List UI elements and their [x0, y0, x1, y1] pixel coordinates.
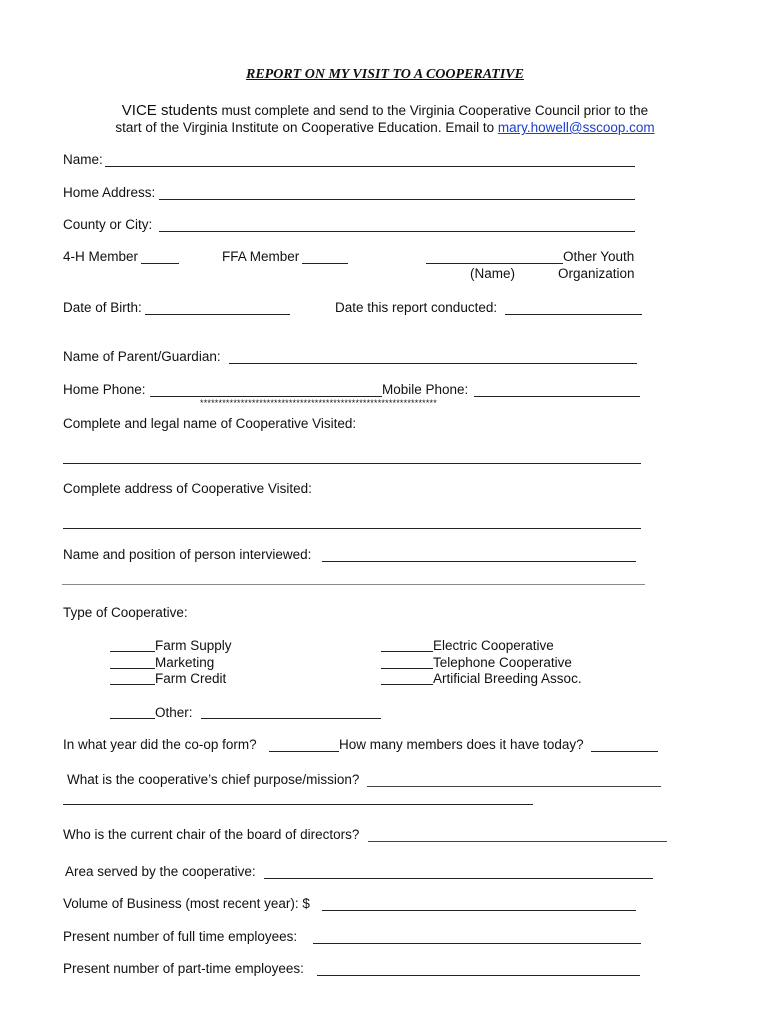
other-blank[interactable]: [110, 718, 155, 719]
interviewed-field-2[interactable]: [62, 584, 645, 585]
fourh-field[interactable]: [141, 263, 179, 264]
volume-label: Volume of Business (most recent year): $: [63, 896, 310, 911]
home-phone-label: Home Phone:: [63, 382, 146, 397]
chair-label: Who is the current chair of the board of directors?: [63, 827, 360, 842]
coop-name-field[interactable]: [63, 463, 641, 464]
purpose-field-2[interactable]: [63, 804, 533, 805]
mobile-phone-field[interactable]: [474, 396, 640, 397]
marketing-blank[interactable]: [110, 668, 155, 669]
electric-blank[interactable]: [381, 651, 433, 652]
year-formed-field[interactable]: [269, 751, 339, 752]
chair-field[interactable]: [368, 841, 667, 842]
home-address-label: Home Address:: [63, 185, 156, 200]
parent-label: Name of Parent/Guardian:: [63, 349, 221, 364]
county-city-field[interactable]: [159, 231, 635, 232]
coop-address-field[interactable]: [63, 528, 641, 529]
interviewed-label: Name and position of person interviewed:: [63, 547, 312, 562]
full-time-label: Present number of full time employees:: [63, 929, 298, 944]
other-youth-field[interactable]: [426, 263, 563, 264]
interviewed-field[interactable]: [322, 561, 636, 562]
full-time-field[interactable]: [313, 943, 641, 944]
other-youth-label: Other Youth: [563, 249, 635, 264]
purpose-label: What is the cooperative’s chief purpose/mission?: [67, 772, 360, 787]
intro-line-1: [0, 102, 770, 119]
part-time-field[interactable]: [317, 975, 640, 976]
mobile-phone-label: Mobile Phone:: [382, 382, 469, 397]
other-field[interactable]: [201, 718, 381, 719]
home-phone-field[interactable]: [150, 396, 382, 397]
area-field[interactable]: [264, 878, 653, 879]
other-label: Other:: [155, 705, 193, 720]
area-label: Area served by the cooperative:: [65, 864, 256, 879]
name-hint: (Name): [470, 266, 516, 281]
electric-label: Electric Cooperative: [433, 638, 554, 653]
intro-text-1: must complete and send to the Virginia Cooperative Council prior to the: [217, 103, 649, 118]
volume-field[interactable]: [322, 910, 636, 911]
parent-field[interactable]: [229, 363, 637, 364]
coop-name-label: Complete and legal name of Cooperative Visited:: [63, 416, 357, 431]
separator-stars: ****************************************************************: [200, 398, 437, 408]
farm-credit-label: Farm Credit: [155, 671, 227, 686]
dob-label: Date of Birth:: [63, 300, 142, 315]
form-title: REPORT ON MY VISIT TO A COOPERATIVE: [246, 67, 524, 82]
intro-line-2: [0, 120, 770, 135]
farm-supply-blank[interactable]: [110, 651, 155, 652]
members-label: How many members does it have today?: [339, 737, 584, 752]
email-link[interactable]: mary.howell@sscoop.com: [497, 120, 655, 135]
name-label: Name:: [63, 152, 103, 167]
date-report-field[interactable]: [505, 314, 642, 315]
purpose-field[interactable]: [367, 786, 661, 787]
fourh-label: 4-H Member: [63, 249, 139, 264]
home-address-field[interactable]: [159, 199, 635, 200]
breeding-blank[interactable]: [381, 684, 433, 685]
breeding-label: Artificial Breeding Assoc.: [433, 671, 582, 686]
date-report-label: Date this report conducted:: [335, 300, 498, 315]
telephone-label: Telephone Cooperative: [433, 655, 572, 670]
marketing-label: Marketing: [155, 655, 215, 670]
intro-emphasis: VICE students: [121, 102, 218, 119]
farm-supply-label: Farm Supply: [155, 638, 232, 653]
coop-address-label: Complete address of Cooperative Visited:: [63, 481, 312, 496]
name-field[interactable]: [105, 166, 635, 167]
telephone-blank[interactable]: [381, 668, 433, 669]
dob-field[interactable]: [145, 314, 290, 315]
organization-hint: Organization: [558, 266, 635, 281]
part-time-label: Present number of part-time employees:: [63, 961, 304, 976]
county-city-label: County or City:: [63, 217, 153, 232]
ffa-label: FFA Member: [222, 249, 300, 264]
farm-credit-blank[interactable]: [110, 684, 155, 685]
intro-text-2: start of the Virginia Institute on Cooperative Education. Email to: [115, 120, 498, 135]
members-field[interactable]: [591, 751, 658, 752]
ffa-field[interactable]: [302, 263, 348, 264]
type-label: Type of Cooperative:: [63, 605, 188, 620]
year-formed-label: In what year did the co-op form?: [63, 737, 257, 752]
